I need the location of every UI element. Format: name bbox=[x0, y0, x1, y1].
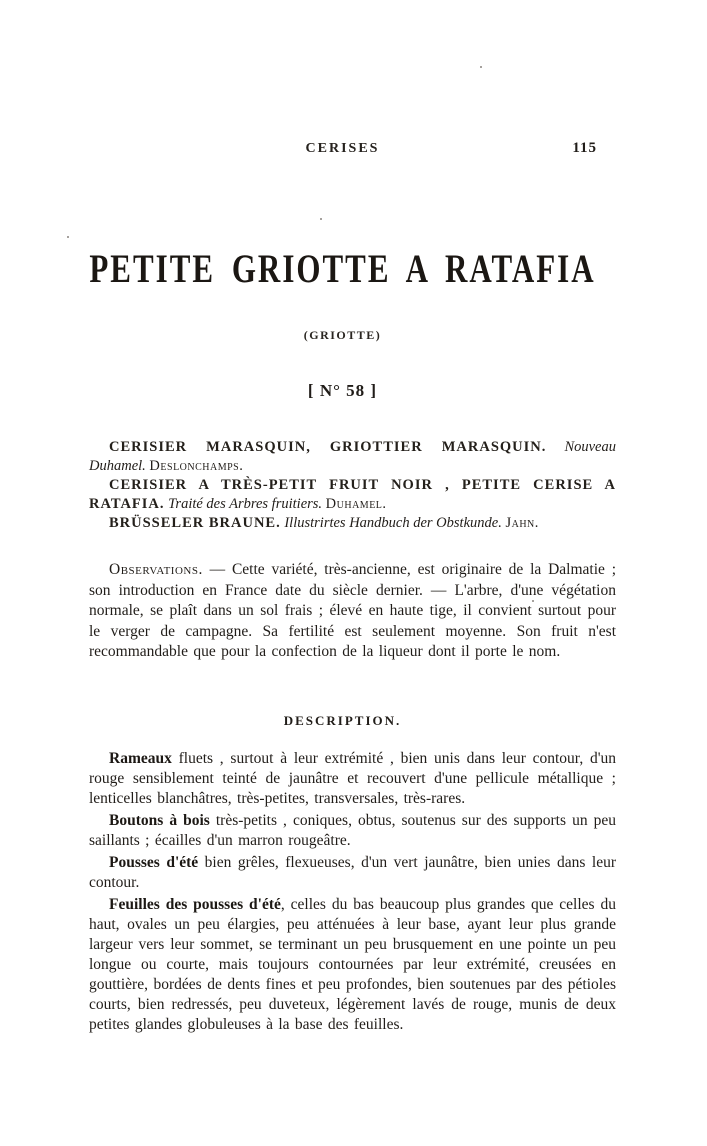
paragraph-text: bien grêles, flexueuses, d'un vert jaunâtre, bien unies dans leur contour. bbox=[89, 854, 616, 891]
page-number: 115 bbox=[572, 140, 597, 156]
catalog-number: [ N° 58 ] bbox=[307, 381, 378, 400]
synonym-entry bbox=[89, 476, 616, 514]
description-heading: DESCRIPTION. bbox=[283, 713, 402, 728]
paragraph-text: très-petits , coniques, obtus, soutenus sur des supports un peu saillants ; écailles d'un marron rougeâtre. bbox=[89, 812, 616, 849]
description-section bbox=[89, 749, 616, 1037]
description-paragraph-rameaux bbox=[89, 749, 616, 809]
synonym-author: Jahn. bbox=[505, 515, 539, 531]
scan-speck bbox=[320, 218, 322, 220]
scan-speck bbox=[532, 600, 534, 602]
observations-text: — Cette variété, très-ancienne, est originaire de la Dalmatie ; son introduction en France date du siècle dernier. — L'arbre, d'une végétation normale, se plaît dans un sol frais ; élevé en haute tige, il convient surtout pour le verger de campagne. Sa fertilité est seulement moyenne. Son fruit n'est recommandable que pour la confection de la liqueur dont il porte le nom. bbox=[89, 561, 616, 660]
description-paragraph-boutons bbox=[89, 811, 616, 851]
synonym-entry bbox=[89, 438, 616, 476]
synonym-source: Illustrirtes Handbuch der Obstkunde. bbox=[284, 515, 502, 531]
running-header: CERISES bbox=[305, 141, 380, 156]
observations-paragraph bbox=[89, 560, 616, 663]
synonym-name: CERISIER MARASQUIN, GRIOTTIER MARASQUIN. bbox=[109, 439, 547, 455]
paragraph-lead: Boutons à bois bbox=[109, 812, 210, 829]
description-paragraph-pousses bbox=[89, 853, 616, 893]
synonyms-section bbox=[89, 438, 616, 533]
paragraph-lead: Pousses d'été bbox=[109, 854, 199, 871]
paragraph-text: , celles du bas beaucoup plus grandes que celles du haut, ovales un peu élargies, peu atténuées à leur base, ayant leur plus grande largeur vers leur sommet, se terminant un peu brusquement en une pointe un peu longue ou courte, mais toujours contournées par leur extrémité, creusées en gouttière, bordées de dents fines et peu profondes, bien soutenues par des pétioles courts, bien redressés, peu duveteux, légèrement lavés de rouge, munis de deux petites glandes globuleuses à la base des feuilles. bbox=[89, 896, 616, 1033]
paragraph-lead: Feuilles des pousses d'été bbox=[109, 896, 281, 913]
synonym-name: BRÜSSELER BRAUNE. bbox=[109, 515, 281, 531]
synonym-entry bbox=[89, 514, 616, 533]
paragraph-lead: Rameaux bbox=[109, 750, 172, 767]
synonym-author: Deslonchamps. bbox=[149, 458, 244, 474]
paragraph-text: fluets , surtout à leur extrémité , bien unis dans leur contour, d'un rouge sensiblement teinté de jaunâtre et recouvert d'une pellicule métallique ; lenticelles blanchâtres, très-petites, transversales, très-rares. bbox=[89, 750, 616, 807]
observations-section bbox=[89, 560, 616, 663]
scan-speck bbox=[480, 66, 482, 68]
observations-label: Observations. bbox=[109, 561, 203, 578]
scan-speck bbox=[67, 236, 69, 238]
description-paragraph-feuilles bbox=[89, 895, 616, 1035]
variety-title: PETITE GRIOTTE A RATAFIA bbox=[89, 246, 596, 291]
synonym-source: Nouveau Duhamel. bbox=[89, 439, 616, 474]
synonym-name: CERISIER A TRÈS-PETIT FRUIT NOIR , PETITE CERISE A RATAFIA. bbox=[89, 477, 616, 512]
synonym-author: Duhamel. bbox=[325, 496, 387, 512]
synonym-source: Traité des Arbres fruitiers. bbox=[168, 496, 323, 512]
variety-type-label: (GRIOTTE) bbox=[303, 328, 382, 342]
